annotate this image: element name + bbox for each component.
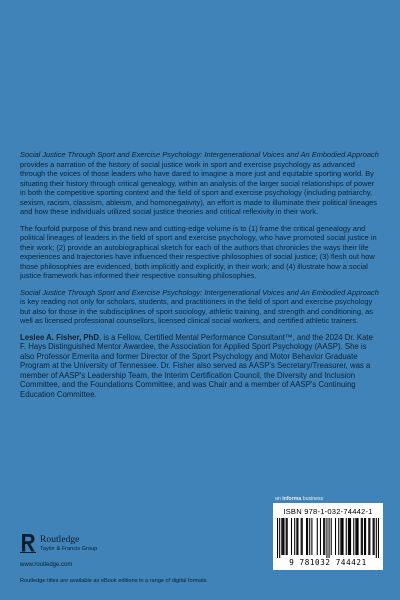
barcode-bar [358,518,359,555]
barcode-bar [317,518,318,555]
barcode-bar [291,518,292,555]
barcode-bar [287,518,288,555]
barcode-bar [368,518,369,555]
barcode-bar [320,518,321,555]
barcode-bar [378,518,379,558]
barcode-bar [282,518,283,555]
routledge-r-icon [20,533,36,553]
barcode-bar [348,518,349,555]
barcode-box [273,503,383,570]
author-bio [20,333,380,400]
barcode-bar [376,518,377,558]
blurb-text: The fourfold purpose of this brand new and cutting-edge volume is to (1) frame the critical genealogy and political lineages of leaders in the field of sport and exercise psychology, who have promoted social justice in their work; (2) provide an autobiographical sketch for each of the authors that chronicles the ways their life experiences and trajectories have influenced their respective philosophies of social justice; (3) flesh out how those philosophies are evidenced, both implicitly and explicitly, in their work; and (4) illustrate how a social justice framework has informed their respective consulting philosophies. [20,223,377,280]
barcode-bar [307,518,308,555]
tagline-brand: informa [282,496,302,502]
barcode-bar [349,518,350,555]
barcode-bar [365,518,366,555]
informa-tagline [275,496,323,502]
barcode-bar [364,518,365,555]
barcode-bar [350,518,351,555]
barcode-bar [331,518,332,555]
publisher-website[interactable]: www.routledge.com [20,562,73,568]
barcode-bar [296,518,297,555]
blurb-text: is key reading not only for scholars, students, and practitioners in the field of sport and exercise psychology but also for those in the subdisciplines of sport sociology, athletic training, and strength and conditioning, as well as licensed professional counsellors, licensed clinical social workers, and certified athletic trainers. [20,297,373,325]
barcode-bar [326,518,327,558]
book-title-italic: Social Justice Through Sport and Exercise Psychology: Intergenerational Voices and An Embodied Approach [20,287,379,297]
barcode-bar [297,518,298,555]
isbn-label: ISBN 978-1-032-74442-1 [283,507,373,516]
barcode-bars [277,518,379,558]
author-name: Leslee A. Fisher, PhD [20,332,100,342]
barcode-bar [279,518,280,558]
ean-digits: 9 781032 744421 [289,558,367,567]
barcode-bar [283,518,284,555]
barcode-bar [311,518,312,555]
blurb-paragraph-3 [20,288,380,326]
barcode-bar [302,518,303,555]
book-title-italic: Social Justice Through Sport and Exercise Psychology: Intergenerational Voices and An Embodied Approach [20,150,379,159]
tagline-suffix: business [301,496,324,502]
blurb-text: provides a narration of the history of social justice work in sport and exercise psychology as advanced through the voices of those leaders who have dared to imagine a more just and equitable sporting world. By situating their history through critical genealogy, within an analysis of the larger social relationships of power in both the competitive sporting context and the field of sport and exercise psychology (including patriarchy, sexism, racism, classism, ableism, and homonegativity), an effort is made to illuminate their political lineages and how these individuals utilized social justice theories and critical reflexivity in their work. [20,159,378,216]
barcode-bar [356,518,357,555]
ebook-note: Routledge titles are available as eBook editions in a range of digital formats [20,578,207,584]
barcode-bar [294,518,295,555]
back-cover-text [20,150,380,407]
barcode-bar [301,518,302,555]
author-bio-text: , is a Fellow, Certified Mental Performance Consultant™, and the 2024 Dr. Kate F. Hays Distinguished Mentor Awardee, the Association for Applied Sport Psychology (AASP). She is also Professor Emerita and former Director of the Sport Psychology and Motor Behavior Graduate Program at the University of Tennessee. Dr. Fisher also served as AASP's Secretary/Treasurer, was a member of AASP's Leadership Team, the Interim Certification Council, the Diversity and Inclusion Committee, and the Foundations Committee, and was Chair and a member of AASP's Continuing Education Committee. [20,332,373,400]
barcode-bar [346,518,347,555]
blurb-paragraph-2 [20,224,380,281]
barcode-bar [277,518,278,558]
barcode-bar [369,518,370,555]
barcode-bar [342,518,343,555]
barcode-bar [281,518,282,555]
barcode-bar [329,518,330,558]
tagline-prefix: an [275,496,283,502]
publisher-name: Routledge [40,534,80,545]
barcode-bar [353,518,354,555]
publisher-group: Taylor & Francis Group [40,546,98,552]
barcode-bar [286,518,287,555]
barcode-bar [340,518,341,555]
barcode-bar [306,518,307,555]
barcode-bar [373,518,374,555]
barcode-bar [335,518,336,555]
barcode-bar [355,518,356,555]
barcode-bar [323,518,324,555]
barcode-bar [341,518,342,555]
barcode-bar [324,518,325,555]
routledge-logo [20,533,130,563]
barcode-bar [309,518,310,555]
barcode-bar [374,518,375,555]
blurb-paragraph-1 [20,150,380,217]
barcode-bar [362,518,363,555]
barcode-bar [361,518,362,555]
barcode-bar [338,518,339,555]
